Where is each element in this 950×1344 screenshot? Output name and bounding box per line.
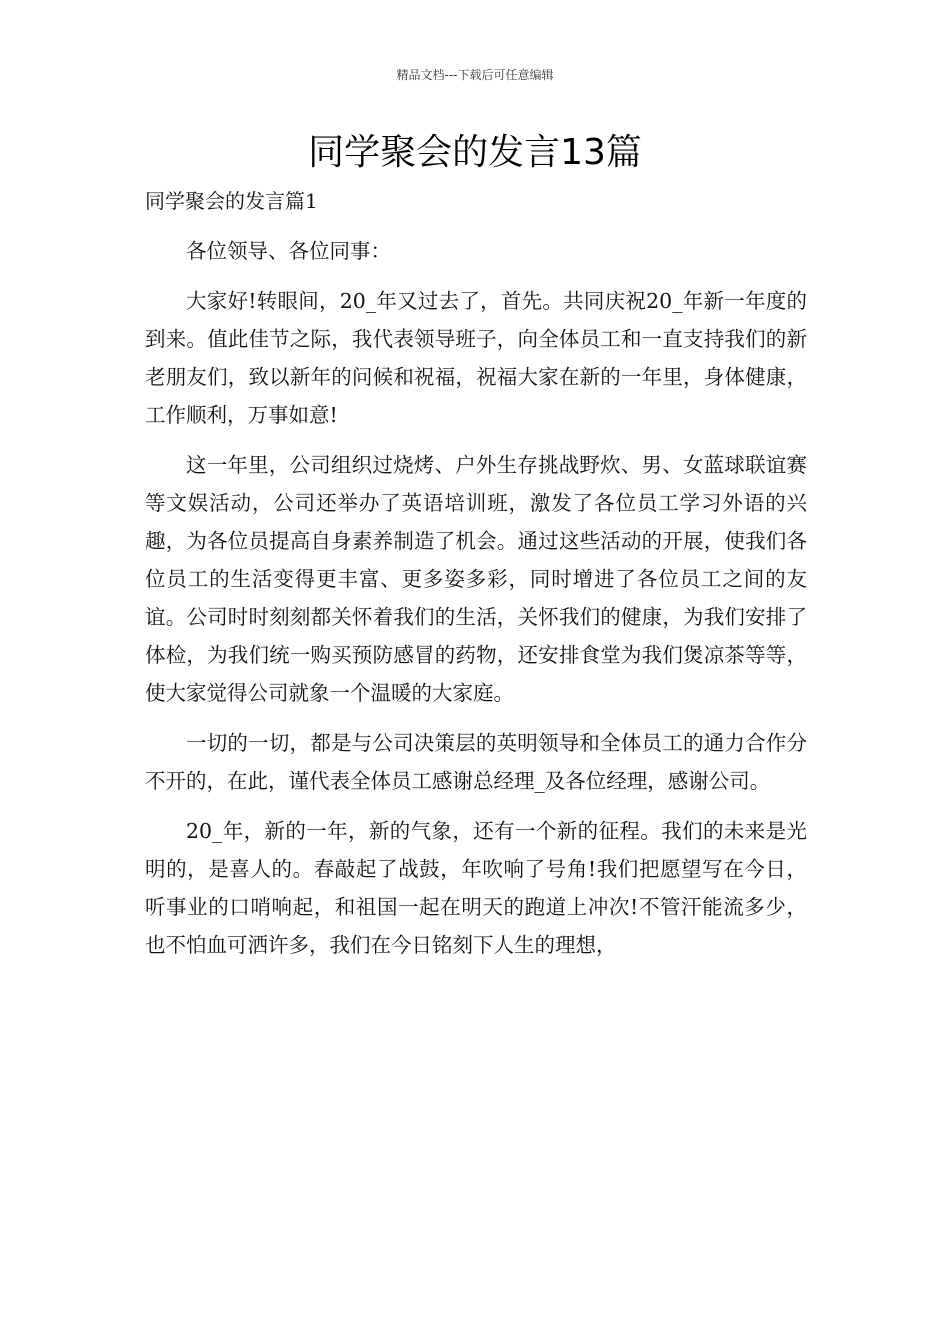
body-paragraph: 一切的一切，都是与公司决策层的英明领导和全体员工的通力合作分不开的，在此，谨代表全体员工感谢总经理_及各位经理，感谢公司。 [145,731,807,793]
document-title: 同学聚会的发言13篇 [308,132,642,173]
page-header-note: 精品文档---下载后可任意编辑 [396,68,554,82]
section-heading: 同学聚会的发言篇1 [145,189,318,213]
body-paragraph: 这一年里，公司组织过烧烤、户外生存挑战野炊、男、女蓝球联谊赛等文娱活动，公司还举办了英语培训班，激发了各位员工学习外语的兴趣，为各位员提高自身素养制造了机会。通过这些活动的开展，使我们各位员工的生活变得更丰富、更多姿多彩，同时增进了各位员工之间的友谊。公司时时刻刻都关怀着我们的生活，关怀我们的健康，为我们安排了体检，为我们统一购买预防感冒的药物，还安排食堂为我们煲凉茶等等，使大家觉得公司就象一个温暖的大家庭。 [145,453,807,705]
document-body [145,232,807,976]
body-paragraph: 20_年，新的一年，新的气象，还有一个新的征程。我们的未来是光明的，是喜人的。春敲起了战鼓，年吹响了号角!我们把愿望写在今日，听事业的口哨响起，和祖国一起在明天的跑道上冲次!不管汗能流多少，也不怕血可洒许多，我们在今日铭刻下人生的理想， [145,819,807,957]
body-paragraph: 大家好!转眼间，20_年又过去了，首先。共同庆祝20_年新一年度的到来。值此佳节之际，我代表领导班子，向全体员工和一直支持我们的新老朋友们，致以新年的问候和祝福，祝福大家在新的一年里，身体健康，工作顺利，万事如意! [145,289,807,427]
salutation-paragraph: 各位领导、各位同事： [186,239,391,263]
